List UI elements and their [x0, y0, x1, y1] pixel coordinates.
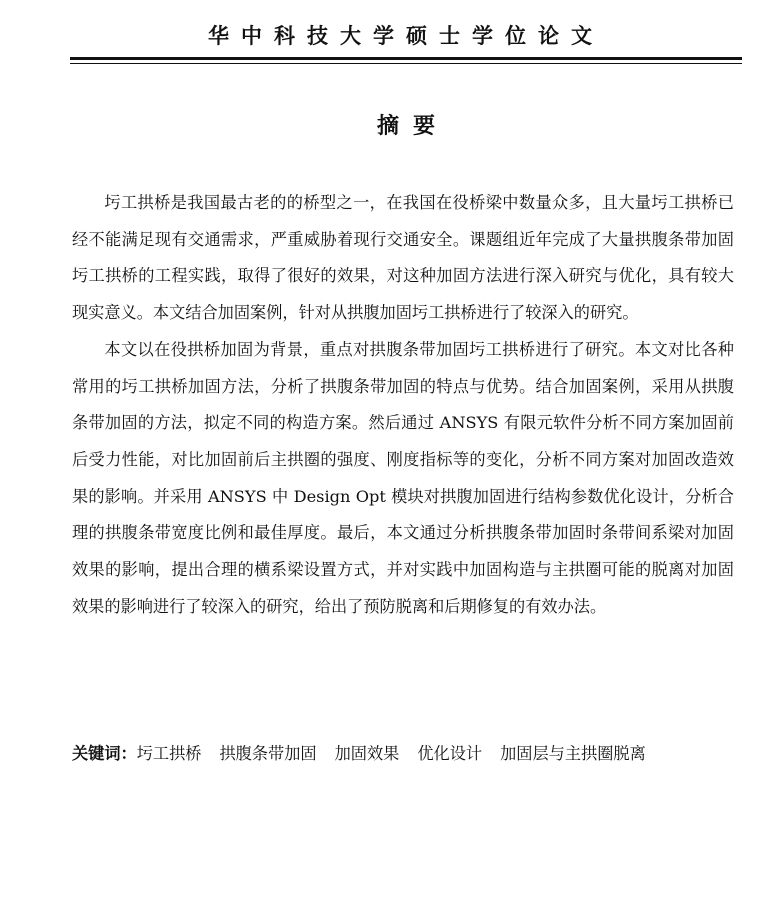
keyword-item: 优化设计	[417, 744, 483, 763]
keyword-item: 圬工拱桥	[136, 744, 202, 763]
abstract-paragraph: 圬工拱桥是我国最古老的的桥型之一，在我国在役桥梁中数量众多，且大量圬工拱桥已经不能满足现有交通需求，严重威胁着现行交通安全。课题组近年完成了大量拱腹条带加固圬工拱桥的工程实践，取得了很好的效果，对这种加固方法进行深入研究与优化，具有较大现实意义。本文结合加固案例，针对从拱腹加固圬工拱桥进行了较深入的研究。	[72, 193, 734, 323]
page-header: 华中科技大学硕士学位论文	[208, 23, 604, 48]
keyword-item: 拱腹条带加固	[219, 744, 317, 763]
keyword-item: 加固效果	[334, 744, 400, 763]
abstract-body	[72, 185, 734, 625]
abstract-title: 摘要	[376, 114, 449, 139]
header-rule-thin	[70, 63, 742, 64]
keywords-label: 关键词：	[72, 744, 137, 763]
keyword-item: 加固层与主拱圈脱离	[500, 744, 646, 763]
keywords-line	[72, 740, 752, 768]
abstract-paragraph: 本文以在役拱桥加固为背景，重点对拱腹条带加固圬工拱桥进行了研究。本文对比各种常用的圬工拱桥加固方法，分析了拱腹条带加固的特点与优势。结合加固案例，采用从拱腹条带加固的方法，拟定不同的构造方案。然后通过 ANSYS 有限元软件分析不同方案加固前后受力性能，对比加固前后主拱圈的强度、刚度指标等的变化，分析不同方案对加固改造效果的影响。并采用 ANSYS 中 Design Opt 模块对拱腹加固进行结构参数优化设计，分析合理的拱腹条带宽度比例和最佳厚度。最后，本文通过分析拱腹条带加固时条带间系梁对加固效果的影响，提出合理的横系梁设置方式，并对实践中加固构造与主拱圈可能的脱离对加固效果的影响进行了较深入的研究，给出了预防脱离和后期修复的有效办法。	[72, 339, 734, 616]
header-rule-thick	[70, 57, 742, 60]
